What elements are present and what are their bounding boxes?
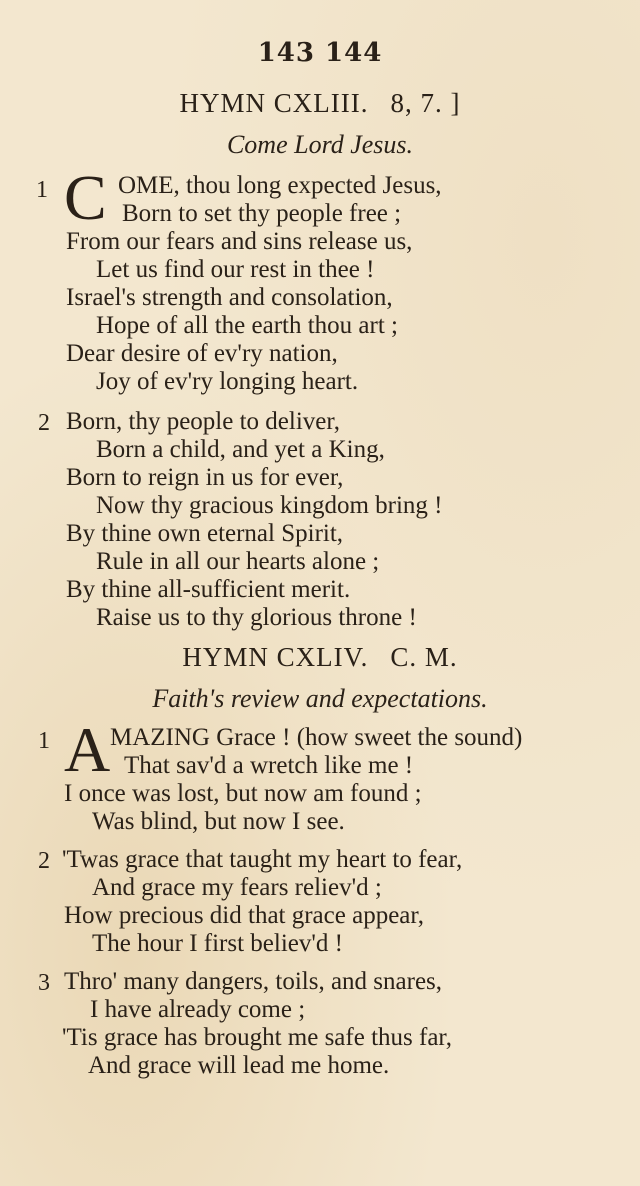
hymn-number: HYMN CXLIII. (179, 88, 369, 118)
verse-line: 'Tis grace has brought me safe thus far, (62, 1024, 452, 1051)
verse-number: 1 (36, 177, 48, 203)
hymn-number: HYMN CXLIV. (182, 642, 369, 672)
drop-cap: C (64, 162, 107, 233)
verse-line: Dear desire of ev'ry nation, (66, 340, 338, 367)
verse-line: By thine all-sufficient merit. (66, 576, 351, 603)
verse-line: Thro' many dangers, toils, and snares, (64, 968, 443, 995)
verse-line: And grace my fears reliev'd ; (92, 874, 382, 901)
verse-line: Hope of all the earth thou art ; (96, 312, 398, 339)
verse-number: 2 (38, 410, 50, 436)
verse-line: Now thy gracious kingdom bring ! (96, 492, 443, 519)
verse-number: 1 (38, 728, 50, 754)
verse-line: Rule in all our hearts alone ; (96, 548, 380, 575)
hymn-subtitle: Come Lord Jesus. (226, 130, 414, 159)
verse-line: OME, thou long expected Jesus, (118, 172, 442, 199)
verse-line: Born, thy people to deliver, (66, 408, 340, 435)
verse-line: Raise us to thy glorious throne ! (96, 604, 417, 631)
verse-line: Born a child, and yet a King, (96, 436, 385, 463)
verse-line: Born to reign in us for ever, (66, 464, 344, 491)
verse-line: From our fears and sins release us, (66, 228, 413, 255)
verse-line: Joy of ev'ry longing heart. (96, 368, 359, 395)
verse-line: MAZING Grace ! (how sweet the sound) (110, 724, 523, 751)
hymn-title (0, 642, 640, 673)
verse-line: I once was lost, but now am found ; (64, 780, 422, 807)
hymn-meter: C. M. (390, 642, 458, 672)
hymn-subtitle: Faith's review and expectations. (152, 684, 488, 713)
verse-line: Born to set thy people free ; (122, 200, 402, 227)
hymn-meter: 8, 7. ] (390, 88, 461, 118)
verse-line: Let us find our rest in thee ! (96, 256, 375, 283)
drop-cap: A (64, 714, 111, 785)
verse-line: 'Twas grace that taught my heart to fear, (62, 846, 463, 873)
verse-line: The hour I first believ'd ! (92, 930, 343, 957)
verse-number: 3 (38, 970, 50, 996)
verse-number: 2 (38, 848, 50, 874)
verse-line: How precious did that grace appear, (64, 902, 424, 929)
verse-line: By thine own eternal Spirit, (66, 520, 344, 547)
verse-line: Was blind, but now I see. (92, 808, 345, 835)
verse-line: Israel's strength and consolation, (66, 284, 393, 311)
verse-line: I have already come ; (90, 996, 306, 1023)
verse-line: And grace will lead me home. (88, 1052, 390, 1079)
verse-line: That sav'd a wretch like me ! (124, 752, 414, 779)
hymn-title (0, 88, 640, 119)
page-number: 143 144 (257, 38, 383, 68)
